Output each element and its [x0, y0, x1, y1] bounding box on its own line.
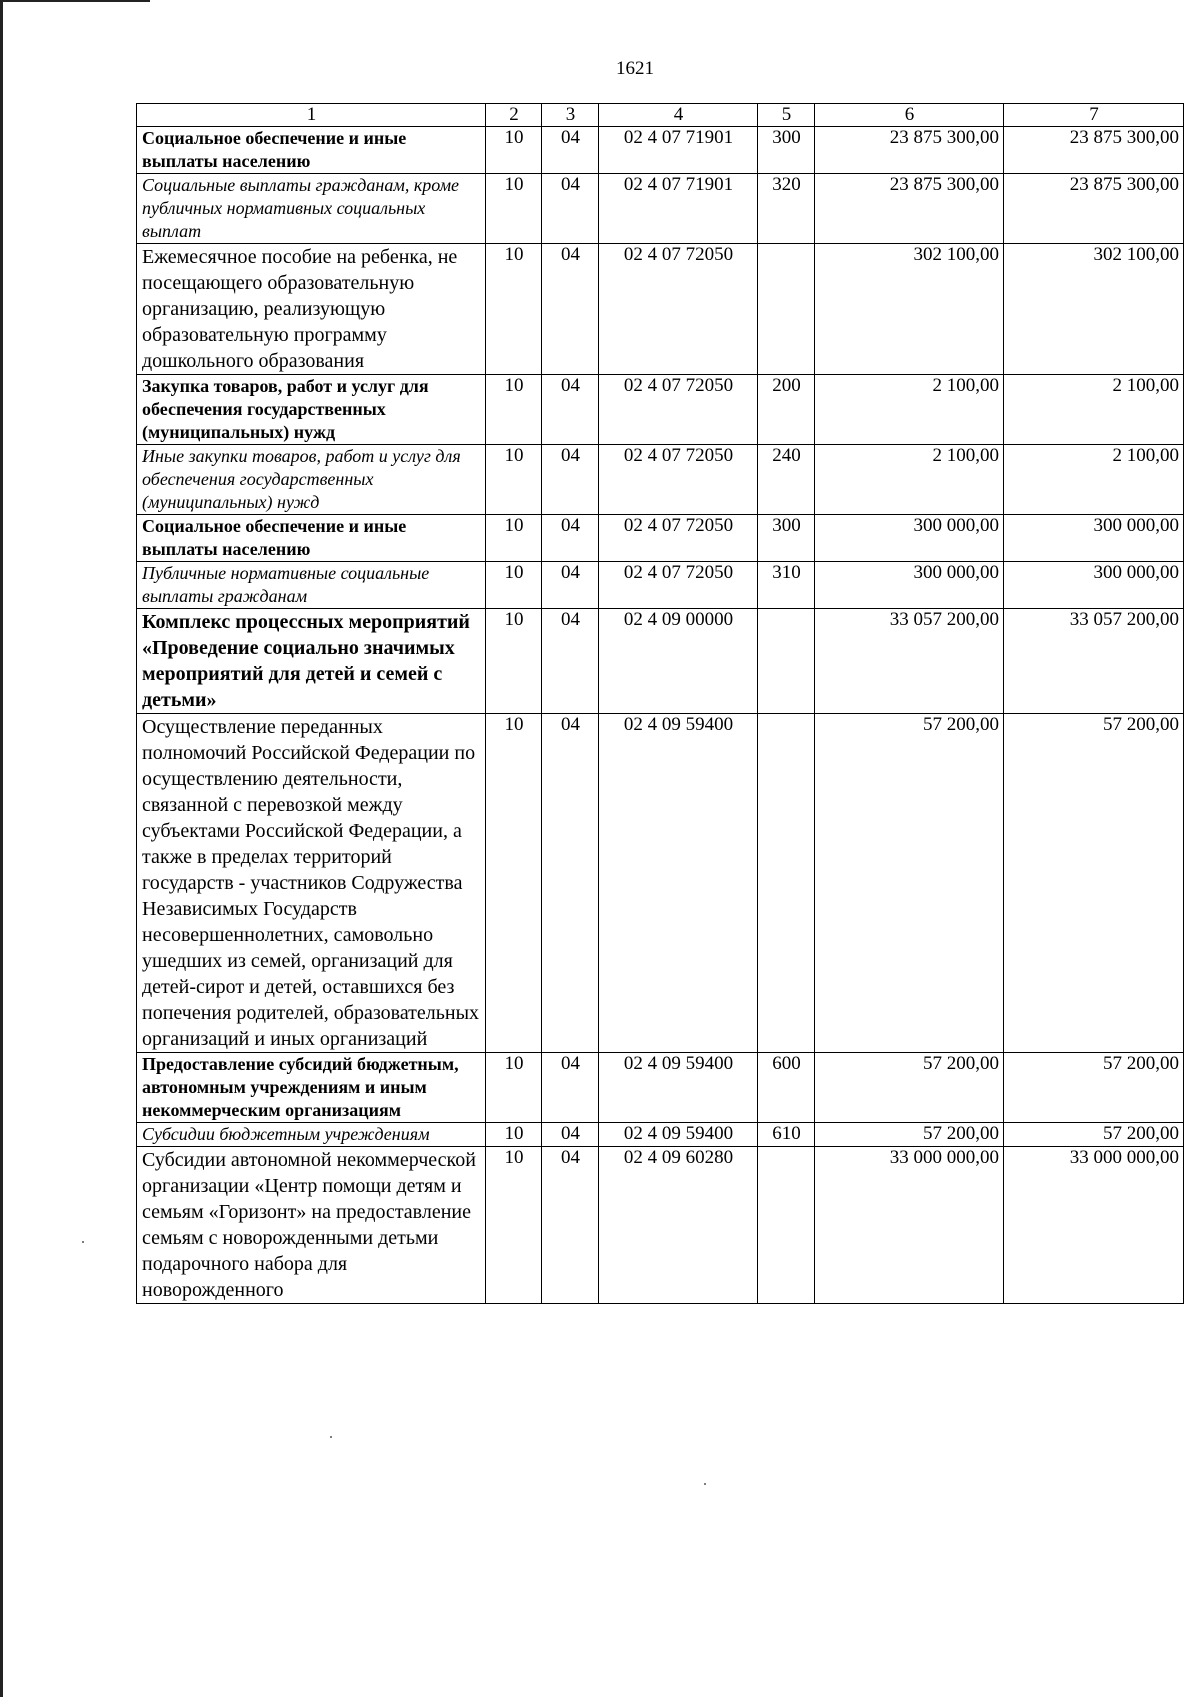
- row-name: Публичные нормативные социальные выплаты гражданам: [137, 562, 486, 609]
- row-amount-year2: 33 000 000,00: [1004, 1147, 1184, 1304]
- row-subsection: 04: [542, 375, 599, 445]
- row-expense-type: [758, 244, 815, 375]
- row-amount-year2: 57 200,00: [1004, 1053, 1184, 1123]
- row-amount-year2: 2 100,00: [1004, 445, 1184, 515]
- table-row: [137, 562, 1184, 609]
- row-amount-year2: 23 875 300,00: [1004, 174, 1184, 244]
- row-name: Иные закупки товаров, работ и услуг для обеспечения государственных (муниципальных) нужд: [137, 445, 486, 515]
- row-expense-type: 300: [758, 127, 815, 174]
- row-name: Социальные выплаты гражданам, кроме публичных нормативных социальных выплат: [137, 174, 486, 244]
- header-col-7: 7: [1004, 104, 1184, 127]
- row-section: 10: [486, 1123, 542, 1147]
- scan-top-line: [0, 0, 150, 2]
- row-amount-year1: 33 057 200,00: [815, 609, 1004, 714]
- row-expense-type: 600: [758, 1053, 815, 1123]
- row-subsection: 04: [542, 244, 599, 375]
- row-name: Ежемесячное пособие на ребенка, не посещающего образовательную организацию, реализующую образовательную программу дошкольного образования: [137, 244, 486, 375]
- row-target-code: 02 4 07 72050: [599, 515, 758, 562]
- header-col-3: 3: [542, 104, 599, 127]
- row-amount-year1: 57 200,00: [815, 1123, 1004, 1147]
- table-row: [137, 1123, 1184, 1147]
- row-amount-year2: 57 200,00: [1004, 1123, 1184, 1147]
- table-body: [137, 127, 1184, 1304]
- row-amount-year1: 2 100,00: [815, 375, 1004, 445]
- row-amount-year2: 300 000,00: [1004, 562, 1184, 609]
- row-target-code: 02 4 09 59400: [599, 1123, 758, 1147]
- row-amount-year1: 2 100,00: [815, 445, 1004, 515]
- table-row: [137, 174, 1184, 244]
- table-row: [137, 127, 1184, 174]
- row-target-code: 02 4 09 60280: [599, 1147, 758, 1304]
- row-name: Социальное обеспечение и иные выплаты населению: [137, 127, 486, 174]
- row-section: 10: [486, 609, 542, 714]
- row-name: Субсидии автономной некоммерческой организации «Центр помощи детям и семьям «Горизонт» на предоставление семьям с новорожденными детьми подарочного набора для новорожденного: [137, 1147, 486, 1304]
- row-expense-type: [758, 609, 815, 714]
- row-amount-year2: 23 875 300,00: [1004, 127, 1184, 174]
- row-amount-year1: 300 000,00: [815, 515, 1004, 562]
- row-amount-year2: 302 100,00: [1004, 244, 1184, 375]
- header-col-2: 2: [486, 104, 542, 127]
- scan-speck: [330, 1436, 332, 1438]
- row-subsection: 04: [542, 1053, 599, 1123]
- row-target-code: 02 4 07 72050: [599, 375, 758, 445]
- row-name: Осуществление переданных полномочий Российской Федерации по осуществлению деятельности, связанной с перевозкой между субъектами Российской Федерации, а также в пределах территорий государств - участников Содружества Независимых Государств несовершеннолетних, самовольно ушедших из семей, организаций для детей-сирот и детей, оставшихся без попечения родителей, образовательных организаций и иных организаций: [137, 714, 486, 1053]
- page-number: 1621: [616, 58, 654, 79]
- row-subsection: 04: [542, 562, 599, 609]
- row-subsection: 04: [542, 1147, 599, 1304]
- row-name: Комплекс процессных мероприятий «Проведение социально значимых мероприятий для детей и семей с детьми»: [137, 609, 486, 714]
- row-expense-type: 300: [758, 515, 815, 562]
- table-row: [137, 445, 1184, 515]
- row-target-code: 02 4 07 72050: [599, 562, 758, 609]
- row-expense-type: 610: [758, 1123, 815, 1147]
- header-col-5: 5: [758, 104, 815, 127]
- table-row: [137, 609, 1184, 714]
- row-name: Субсидии бюджетным учреждениям: [137, 1123, 486, 1147]
- row-amount-year1: 300 000,00: [815, 562, 1004, 609]
- row-subsection: 04: [542, 609, 599, 714]
- row-amount-year1: 23 875 300,00: [815, 127, 1004, 174]
- row-name: Закупка товаров, работ и услуг для обеспечения государственных (муниципальных) нужд: [137, 375, 486, 445]
- row-expense-type: [758, 1147, 815, 1304]
- row-amount-year1: 57 200,00: [815, 714, 1004, 1053]
- row-subsection: 04: [542, 445, 599, 515]
- row-target-code: 02 4 07 71901: [599, 174, 758, 244]
- row-section: 10: [486, 127, 542, 174]
- row-amount-year2: 300 000,00: [1004, 515, 1184, 562]
- row-target-code: 02 4 09 00000: [599, 609, 758, 714]
- header-col-4: 4: [599, 104, 758, 127]
- row-amount-year1: 23 875 300,00: [815, 174, 1004, 244]
- header-col-1: 1: [137, 104, 486, 127]
- row-subsection: 04: [542, 515, 599, 562]
- row-subsection: 04: [542, 1123, 599, 1147]
- budget-table: [136, 103, 1184, 1304]
- row-expense-type: 200: [758, 375, 815, 445]
- row-subsection: 04: [542, 714, 599, 1053]
- row-subsection: 04: [542, 174, 599, 244]
- row-section: 10: [486, 1147, 542, 1304]
- table-row: [137, 375, 1184, 445]
- table-row: [137, 244, 1184, 375]
- row-target-code: 02 4 09 59400: [599, 714, 758, 1053]
- row-section: 10: [486, 562, 542, 609]
- row-expense-type: 320: [758, 174, 815, 244]
- table-row: [137, 515, 1184, 562]
- row-amount-year1: 302 100,00: [815, 244, 1004, 375]
- row-amount-year2: 57 200,00: [1004, 714, 1184, 1053]
- row-section: 10: [486, 445, 542, 515]
- row-name: Социальное обеспечение и иные выплаты населению: [137, 515, 486, 562]
- row-subsection: 04: [542, 127, 599, 174]
- row-amount-year1: 57 200,00: [815, 1053, 1004, 1123]
- row-expense-type: [758, 714, 815, 1053]
- row-target-code: 02 4 09 59400: [599, 1053, 758, 1123]
- header-col-6: 6: [815, 104, 1004, 127]
- table-row: [137, 1053, 1184, 1123]
- row-section: 10: [486, 515, 542, 562]
- row-amount-year2: 2 100,00: [1004, 375, 1184, 445]
- row-section: 10: [486, 714, 542, 1053]
- row-amount-year1: 33 000 000,00: [815, 1147, 1004, 1304]
- row-target-code: 02 4 07 72050: [599, 445, 758, 515]
- row-section: 10: [486, 1053, 542, 1123]
- table-header-row: [137, 104, 1184, 127]
- row-target-code: 02 4 07 71901: [599, 127, 758, 174]
- row-section: 10: [486, 174, 542, 244]
- row-name: Предоставление субсидий бюджетным, автономным учреждениям и иным некоммерческим организациям: [137, 1053, 486, 1123]
- row-amount-year2: 33 057 200,00: [1004, 609, 1184, 714]
- row-target-code: 02 4 07 72050: [599, 244, 758, 375]
- scan-speck: [82, 1241, 84, 1243]
- row-section: 10: [486, 244, 542, 375]
- table-row: [137, 1147, 1184, 1304]
- row-section: 10: [486, 375, 542, 445]
- row-expense-type: 310: [758, 562, 815, 609]
- table-row: [137, 714, 1184, 1053]
- row-expense-type: 240: [758, 445, 815, 515]
- scan-edge-line: [0, 0, 3, 1697]
- scan-speck: [704, 1483, 706, 1485]
